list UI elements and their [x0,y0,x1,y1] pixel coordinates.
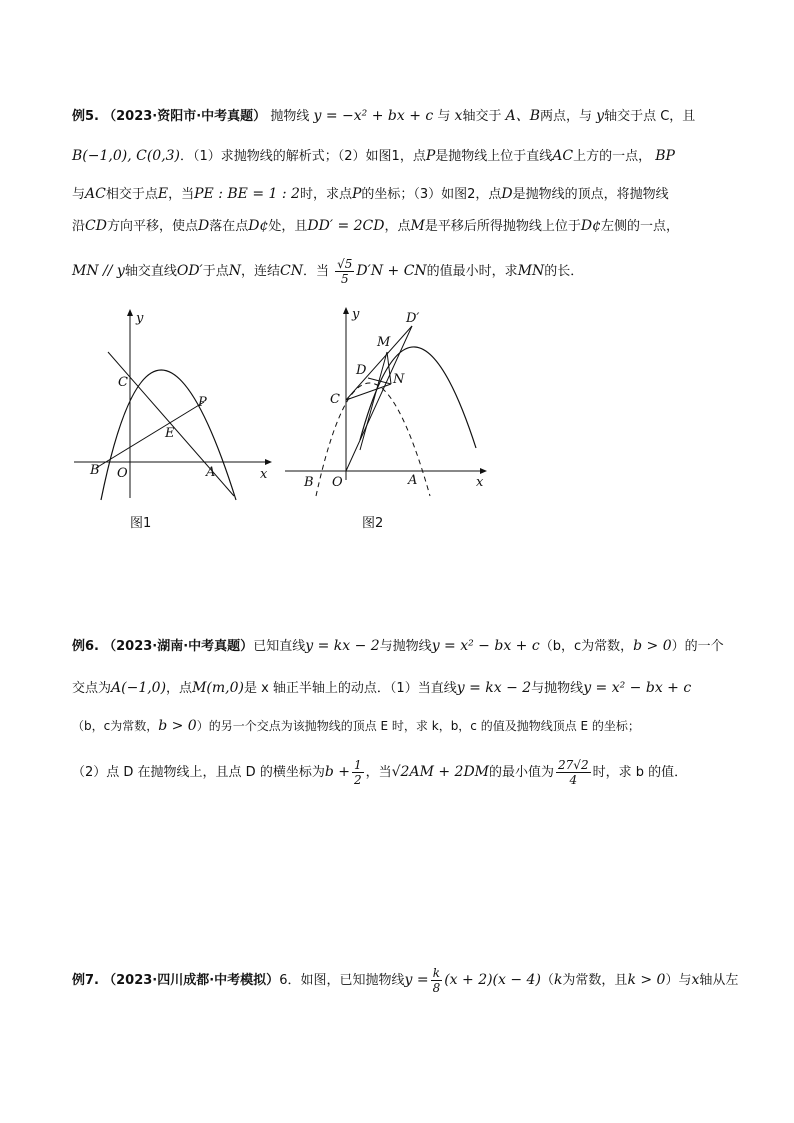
label-o: O [117,466,128,481]
text: 与抛物线 [531,681,584,696]
text: （2）点 D 在抛物线上，且点 D 的横坐标为 [72,765,325,780]
ex6-line-1 [72,636,732,657]
math: b + [324,764,350,780]
text: ）的一个 [671,639,724,654]
text: 时，求点 [299,187,352,202]
math: D¢ [580,218,601,234]
numerator: √5 [337,257,353,271]
text: 左侧的一点， [601,219,680,234]
label-y: y [352,307,360,322]
text: （ [540,973,554,988]
text: 处，且 [268,219,308,234]
label-m: M [377,335,391,350]
math: b > 0 [158,718,197,734]
math: BP [655,148,675,164]
label-a: A [206,465,216,480]
math: M [410,218,425,234]
math: M(m,0) [192,680,244,696]
text: ，点 [384,219,411,234]
label-d-prime: D′ [406,311,420,326]
math: A(−1,0) [111,680,167,696]
math: x [691,972,700,988]
math: x [454,108,463,124]
label-x: x [476,475,484,490]
text: 与 [72,187,86,202]
figure-2 [280,300,495,500]
math: N [228,263,241,279]
text: 是抛物线的顶点，将抛物线 [512,187,669,202]
text: 两点，与 [540,109,593,124]
denominator: 2 [353,773,362,787]
ex5-source: （2023·资阳市·中考真题） [103,109,267,124]
text: 沿 [72,219,86,234]
label-a: A [408,473,418,488]
ex5-line-5 [72,255,732,288]
math: D [197,218,210,234]
text: 于点 [202,264,229,279]
denominator: 5 [340,272,349,286]
text: ）与 [665,973,692,988]
ex7-source: （2023·四川成都·中考模拟） [103,973,280,988]
text: ，当 [168,187,195,202]
math: CN [280,263,303,279]
math: k [553,972,563,988]
translated-parabola [360,347,476,448]
math: y [596,108,605,124]
ex5-line-3 [72,184,732,205]
math-points: B(−1,0), C(0,3) [72,148,181,164]
text: 上方的一点， [573,149,652,164]
text: 的最小值为 [489,765,555,780]
math: √2AM + 2DM [391,764,490,780]
math: D′N + CN [356,263,427,279]
figure-1 [66,300,286,510]
label-b: B [90,463,100,478]
ex7-label: 例7. [72,973,99,988]
denominator: 4 [569,773,578,787]
text: 轴交直线 [124,264,177,279]
text: 交点为 [72,681,112,696]
math: y = kx − 2 [305,638,380,654]
math: A、B [505,108,540,124]
text: 是抛物线上位于直线 [435,149,553,164]
text: 抛物线 [270,109,310,124]
ex5-label: 例5. [72,109,99,124]
fraction-sqrt5-over-5 [335,257,354,286]
label-n: N [393,372,405,387]
ex7-line-1 [72,964,739,997]
numerator: k [431,966,443,981]
text: 是 x 轴正半轴上的动点．（1）当直线 [243,681,457,696]
text: ．（1）求抛物线的解析式；（2）如图1，点 [180,149,426,164]
text: ．当 [302,264,329,279]
ex5-line-1 [72,106,732,127]
math-parabola: y = −x² + bx + c [313,108,434,124]
label-p: P [198,395,207,410]
text: 时，求 b 的值． [592,765,688,780]
label-c: C [118,375,128,390]
label-e: E [165,426,175,441]
text: 的值最小时，求 [426,264,518,279]
label-x: x [260,467,268,482]
label-c: C [330,392,340,407]
text: （b，c为常数， [72,719,159,733]
ex6-line-2 [72,678,732,699]
text: 轴交于 [462,109,502,124]
math: y = kx − 2 [456,680,532,696]
text: 为常数，且 [562,973,628,988]
text: ，当 [365,765,392,780]
ex5-line-4 [72,216,732,237]
math: y = [404,972,429,988]
label-y: y [136,311,144,326]
ex6-line-4 [72,756,732,789]
math: CD [85,218,107,234]
ex6-label: 例6. [72,639,99,654]
figure-1-caption: 图1 [130,516,152,531]
text: 相交于点 [105,187,158,202]
math: AC [552,148,574,164]
text: 已知直线 [253,639,306,654]
text: 与抛物线 [379,639,432,654]
math-ratio: PE : BE = 1 : 2 [194,186,300,202]
fraction-k-over-8 [431,966,443,995]
math: k > 0 [627,972,666,988]
text: 的长． [544,264,584,279]
denominator: 8 [432,981,441,995]
math: y = x² − bx + c [431,638,540,654]
label-o: O [332,475,343,490]
line-bp [96,402,204,468]
text: ）的另一个交点为该抛物线的顶点 E 时，求 k，b，c 的值及抛物线顶点 E 的坐标； [196,719,640,733]
math: MN [517,263,545,279]
text: 6．如图，已知抛物线 [279,973,405,988]
text: 轴交于点 [604,109,657,124]
math: DD′ = 2CD [307,218,385,234]
fraction-min-value [556,758,591,787]
math: P [351,186,362,202]
numerator: 1 [353,758,362,772]
fraction-one-half [352,758,364,787]
text: （b，c为常数， [539,639,634,654]
math: OD′ [176,263,203,279]
math: b > 0 [633,638,672,654]
label-d: D [356,363,367,378]
label-b: B [304,475,314,490]
math: (x + 2)(x − 4) [444,972,541,988]
text: C，且 [660,109,696,124]
ex6-source: （2023·湖南·中考真题） [103,639,254,654]
ex5-line-2 [72,146,732,167]
math: P [425,148,436,164]
text: 与 [437,109,451,124]
ex6-line-3 [72,716,732,736]
figure-2-caption: 图2 [362,516,384,531]
text: 落在点 [209,219,249,234]
math: y = x² − bx + c [583,680,692,696]
text: 是平移后所得抛物线上位于 [424,219,581,234]
text: ，连结 [241,264,281,279]
math: MN // y [72,263,125,279]
text: 的坐标；（3）如图2，点 [361,187,502,202]
math: E [157,186,169,202]
text: ，点 [166,681,193,696]
math: D¢ [248,218,269,234]
numerator: 27√2 [558,758,589,772]
math: D [501,186,513,202]
math: AC [85,186,106,202]
text: 轴从左 [699,973,739,988]
text: 方向平移，使点 [106,219,198,234]
